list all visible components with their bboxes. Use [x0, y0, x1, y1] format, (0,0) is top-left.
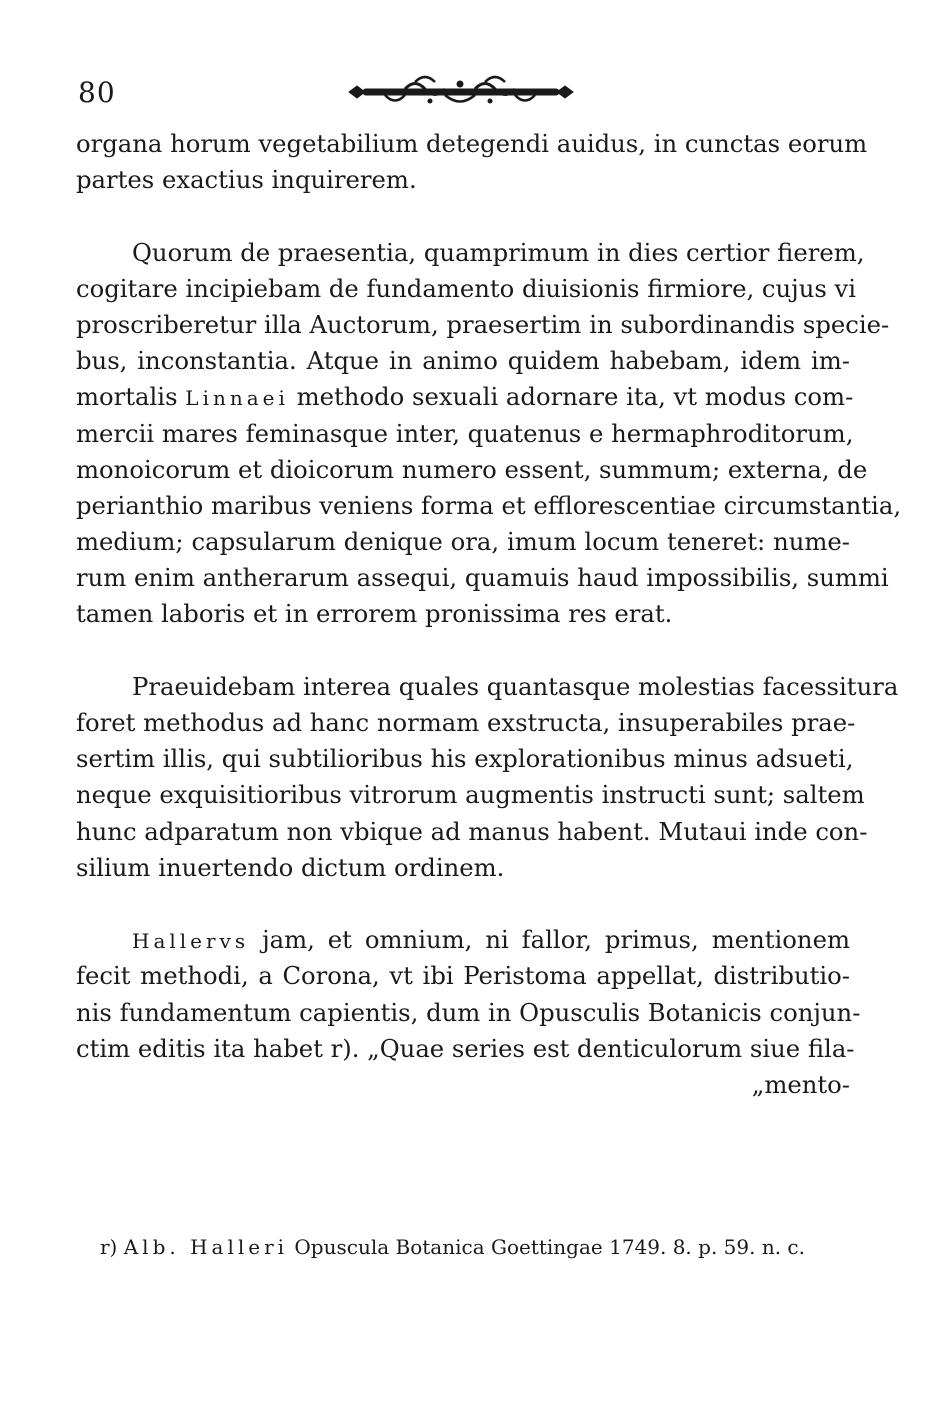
- text-line: sertim illis, qui subtilioribus his explorationibus minus adsueti,: [76, 744, 854, 774]
- author-name-linnaeus: Linnaei: [185, 386, 289, 411]
- header-ornament-icon: [345, 74, 577, 110]
- text-line: bus, inconstantia. Atque in animo quidem habebam, idem im-: [76, 346, 850, 376]
- text-line: neque exquisitioribus vitrorum augmentis instructi sunt; saltem: [76, 780, 865, 810]
- text-line: hunc adparatum non vbique ad manus habent. Mutaui inde con-: [76, 816, 868, 846]
- text-line: Quorum de praesentia, quamprimum in dies certior fierem,: [132, 237, 865, 267]
- text-line: monoicorum et dioicorum numero essent, summum; externa, de: [76, 454, 868, 484]
- catchword: „mento-: [751, 1069, 850, 1099]
- text-fragment: jam, et omnium, ni fallor, primus, mentionem: [262, 925, 850, 955]
- text-fragment: mortalis: [76, 382, 178, 412]
- author-name-hallerus: Hallervs: [132, 929, 250, 954]
- text-line: medium; capsularum denique ora, imum locum teneret: nume-: [76, 527, 850, 557]
- text-line: [76, 922, 850, 958]
- footnote: [100, 1235, 860, 1259]
- text-line: organa horum vegetabilium detegendi auidus, in cunctas eorum: [76, 129, 868, 158]
- text-line: mercii mares feminasque inter, quatenus e hermaphroditorum,: [76, 418, 854, 448]
- text-line: Praeuidebam interea quales quantasque molestias facessitura: [132, 671, 899, 701]
- text-line: rum enim antherarum assequi, quamuis haud impossibilis, summi: [76, 563, 889, 593]
- text-line: partes exactius inquirerem.: [76, 165, 417, 195]
- footnote-text: Opuscula Botanica Goettingae 1749. 8. p. 59. n. c.: [294, 1235, 805, 1259]
- text-line: [76, 379, 854, 415]
- main-text: [76, 126, 902, 1103]
- text-line: ctim editis ita habet r). „Quae series est denticulorum siue fila-: [76, 1033, 855, 1063]
- footnote-marker: r): [100, 1235, 118, 1259]
- text-line: perianthio maribus veniens forma et efflorescentiae circumstantia,: [76, 490, 902, 520]
- text-line: cogitare incipiebam de fundamento diuisionis firmiore, cujus vi: [76, 273, 857, 303]
- page-number: 80: [78, 76, 116, 109]
- text-line: tamen laboris et in errorem pronissima res erat.: [76, 599, 673, 629]
- text-line: foret methodus ad hanc normam exstructa, insuperabiles prae-: [76, 708, 856, 737]
- footnote-author: Alb. Halleri: [123, 1235, 289, 1259]
- text-fragment: methodo sexuali adornare ita, vt modus com-: [296, 382, 854, 412]
- text-line: proscriberetur illa Auctorum, praesertim in subordinandis specie-: [76, 309, 890, 339]
- text-line: silium inuertendo dictum ordinem.: [76, 852, 505, 882]
- text-line: fecit methodi, a Corona, vt ibi Peristoma appellat, distributio-: [76, 961, 850, 991]
- text-line: nis fundamentum capientis, dum in Opusculis Botanicis conjun-: [76, 997, 861, 1027]
